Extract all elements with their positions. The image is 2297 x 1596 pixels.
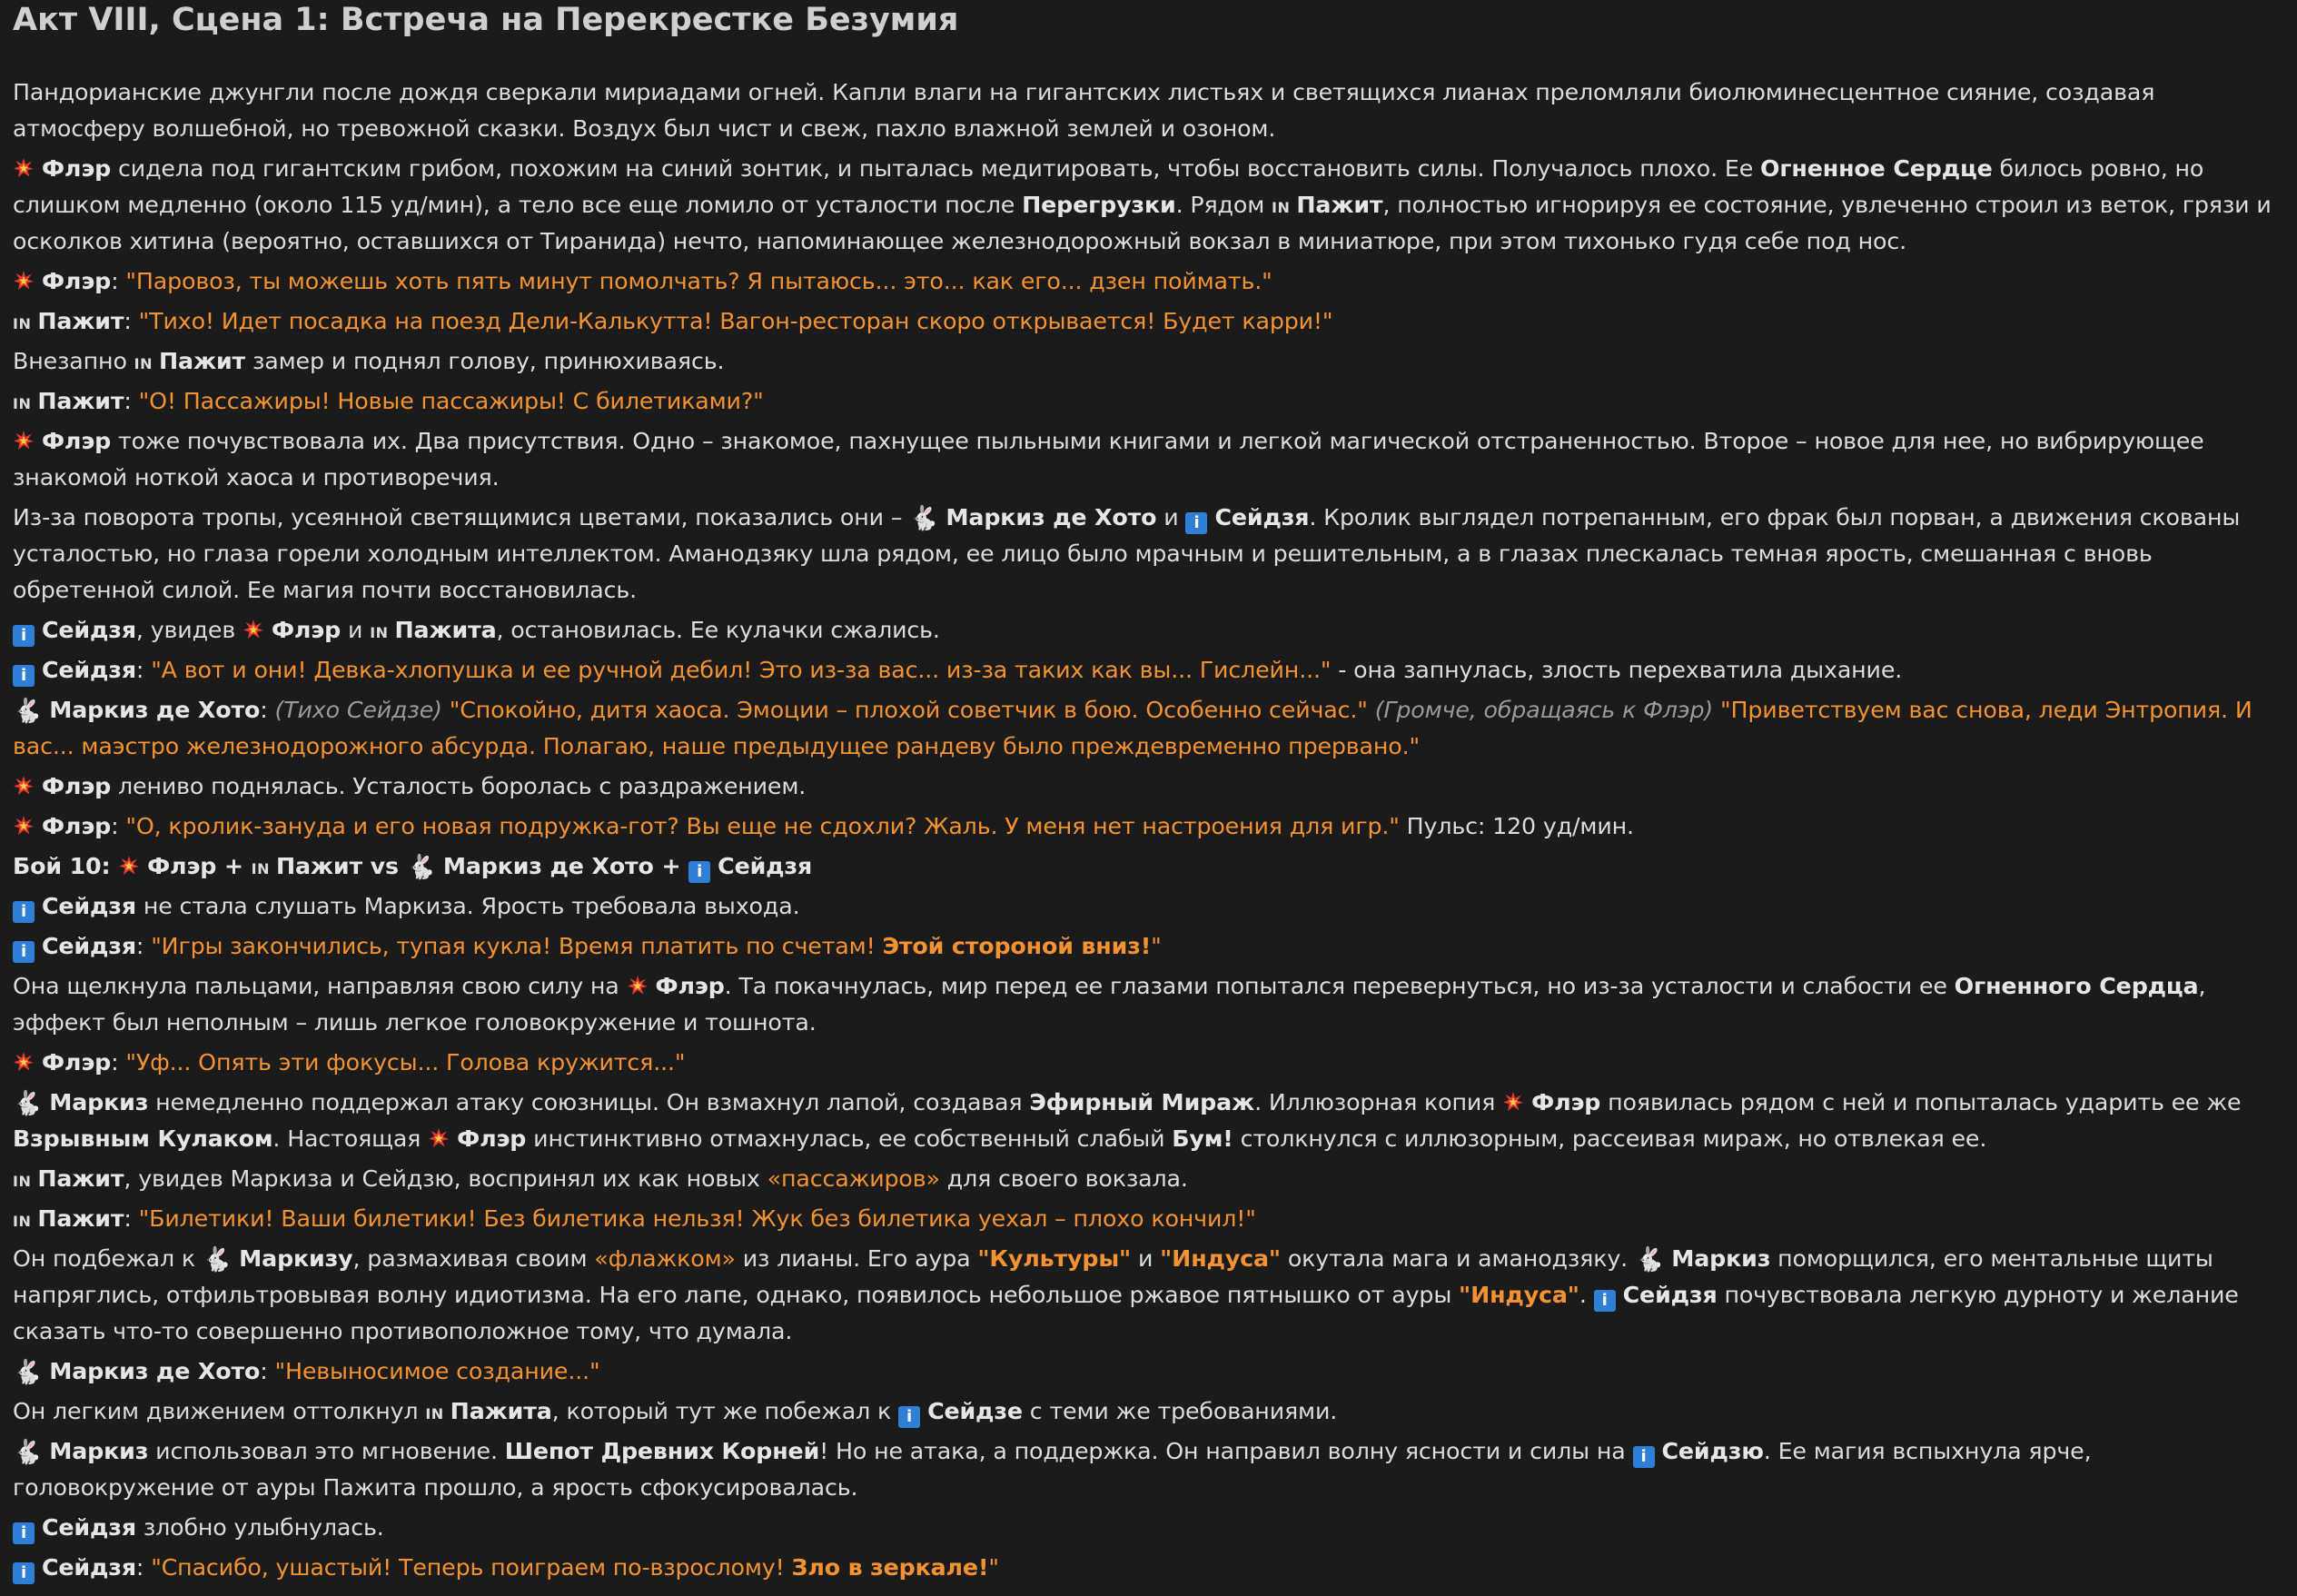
emphasis-text: Сейдзе bbox=[927, 1398, 1023, 1424]
emphasis-text: Флэр bbox=[42, 268, 112, 294]
emphasis-text: Пажит bbox=[37, 1165, 124, 1192]
dialogue-text: "Паровоз, ты можешь хоть пять минут помолчать? Я пытаюсь... это... как его... дзен поймать." bbox=[125, 268, 1272, 294]
emphasis-text: Флэр bbox=[655, 973, 725, 999]
information-icon: i bbox=[13, 941, 35, 963]
emphasis-text: Маркиз де Хото bbox=[946, 504, 1157, 530]
story-paragraph bbox=[13, 652, 2283, 689]
dialogue-text: "Спокойно, дитя хаоса. Эмоции – плохой советчик в бою. Особенно сейчас." bbox=[449, 697, 1368, 723]
dialogue-text: "Спасибо, ушастый! Теперь поиграем по-взрослому! bbox=[151, 1554, 792, 1581]
narration-text: : bbox=[111, 1049, 126, 1076]
narration-text: - она запнулась, злость перехватила дыхание. bbox=[1331, 657, 1903, 683]
narration-text: сидела под гигантским грибом, похожим на синий зонтик, и пыталась медитировать, чтобы восстановить силы. Получалось плохо. Ее bbox=[111, 155, 1761, 182]
narration-text: : bbox=[124, 1205, 139, 1232]
emphasis-text: Маркиз де Хото bbox=[49, 697, 261, 723]
emphasis-text: Флэр bbox=[1531, 1089, 1601, 1115]
dialogue-text: "Игры закончились, тупая кукла! Время платить по счетам! bbox=[151, 933, 883, 959]
dialogue-emphasis-text: "Индуса" bbox=[1160, 1245, 1281, 1272]
rabbit-icon: 🐇 bbox=[13, 1439, 43, 1466]
emphasis-text: Флэр bbox=[42, 1049, 112, 1076]
narration-text: инстинктивно отмахнулась, ее собственный слабый bbox=[526, 1125, 1173, 1152]
narration-text: : bbox=[135, 1554, 152, 1581]
emphasis-text: Сейдзю bbox=[1661, 1438, 1764, 1464]
emphasis-text: Сейдзя bbox=[42, 933, 136, 959]
emphasis-text: Бой 10: bbox=[13, 853, 119, 879]
emphasis-text: Пажита bbox=[450, 1398, 552, 1424]
story-paragraph bbox=[13, 1241, 2283, 1350]
information-icon: i bbox=[13, 1522, 35, 1544]
dialogue-text: " bbox=[1151, 933, 1162, 959]
narration-text: , полностью игнорируя ее состояние, увлеченно строил из веток, грязи и осколков хитина (вероятно, оставшихся от Тиранида) нечто, напоминающее железнодорожный вокзал в миниатюре, при этом тихонько гудя себе под нос. bbox=[13, 192, 2272, 254]
narration-text: , остановилась. Ее кулачки сжались. bbox=[496, 617, 940, 643]
emphasis-text: Флэр + bbox=[147, 853, 252, 879]
emphasis-text: Сейдзя bbox=[42, 1554, 136, 1581]
narration-text: тоже почувствовала их. Два присутствия. Одно – знакомое, пахнущее пыльными книгами и легкой магической отстраненностью. Второе – новое для нее, но вибрирующее знакомой ноткой хаоса и противоречия. bbox=[13, 428, 2204, 491]
information-icon: i bbox=[13, 1562, 35, 1584]
collision-icon bbox=[428, 1127, 450, 1149]
emphasis-text: Пажит bbox=[37, 388, 124, 414]
emphasis-text: Сейдзя bbox=[42, 893, 136, 919]
stage-direction-text: (Тихо Сейдзе) bbox=[274, 697, 442, 723]
story-paragraph bbox=[13, 1045, 2283, 1081]
story-paragraph bbox=[13, 1353, 2283, 1390]
collision-icon bbox=[13, 157, 35, 179]
emphasis-text: Бум! bbox=[1172, 1125, 1233, 1152]
collision-icon bbox=[627, 975, 649, 996]
stage-direction-text: (Громче, обращаясь к Флэр) bbox=[1374, 697, 1714, 723]
rabbit-icon: 🐇 bbox=[202, 1246, 233, 1274]
narration-text: и bbox=[1131, 1245, 1161, 1272]
information-icon: i bbox=[13, 665, 35, 687]
rabbit-icon: 🐇 bbox=[13, 1359, 43, 1386]
story-paragraph bbox=[13, 692, 2283, 765]
emphasis-text: Флэр bbox=[42, 773, 112, 799]
narration-text: с теми же требованиями. bbox=[1022, 1398, 1338, 1424]
input-latin-letters-icon: IN bbox=[13, 315, 32, 332]
information-icon: i bbox=[13, 901, 35, 923]
narration-text: : bbox=[124, 388, 139, 414]
story-paragraph bbox=[13, 1085, 2283, 1157]
dialogue-emphasis-text: Зло в зеркале! bbox=[791, 1554, 989, 1581]
narration-text: Пандорианские джунгли после дождя сверкали мириадами огней. Капли влаги на гигантских листьях и светящихся лианах преломляли биолюминесцентное сияние, создавая атмосферу волшебной, но тревожной сказки. Воздух был чист и свеж, пахло влажной землей и озоном. bbox=[13, 79, 2155, 142]
information-icon: i bbox=[1594, 1290, 1616, 1312]
narration-text: : bbox=[111, 268, 126, 294]
narration-text: и bbox=[1156, 504, 1186, 530]
collision-icon bbox=[13, 430, 35, 451]
rabbit-icon: 🐇 bbox=[406, 854, 436, 881]
story-paragraph bbox=[13, 1393, 2283, 1430]
dialogue-text: " bbox=[988, 1554, 999, 1581]
information-icon: i bbox=[1633, 1446, 1655, 1468]
emphasis-text: Сейдзя bbox=[1622, 1282, 1718, 1308]
emphasis-text: Пажит bbox=[37, 1205, 124, 1232]
emphasis-text: Маркиз bbox=[49, 1089, 149, 1115]
story-paragraph bbox=[13, 888, 2283, 925]
story-paragraph bbox=[13, 612, 2283, 649]
narration-text: Он подбежал к bbox=[13, 1245, 203, 1272]
rabbit-icon: 🐇 bbox=[13, 698, 43, 725]
dialogue-text: "Билетики! Ваши билетики! Без билетика нельзя! Жук без билетика уехал – плохо кончил!" bbox=[138, 1205, 1256, 1232]
narration-text: поморщился, его ментальные щиты напряглись, отфильтровывая волну идиотизма. На его лапе, однако, появилось небольшое ржавое пятнышко от ауры bbox=[13, 1245, 2213, 1308]
story-paragraph bbox=[13, 263, 2283, 300]
input-latin-letters-icon: IN bbox=[13, 1213, 32, 1230]
emphasis-text: Пажит bbox=[37, 308, 124, 334]
narration-text: почувствовала легкую дурноту и желание сказать что-то совершенно противоположное тому, что думала. bbox=[13, 1282, 2239, 1344]
narration-text: использовал это мгновение. bbox=[148, 1438, 505, 1464]
dialogue-emphasis-text: "Культуры" bbox=[977, 1245, 1132, 1272]
document bbox=[13, 0, 2283, 1590]
dialogue-text: "Приветствуем вас снова, леди Энтропия. И вас... маэстро железнодорожного абсурда. Полагаю, наше предыдущее рандеву было преждевременно прервано." bbox=[13, 697, 2252, 759]
story-paragraph bbox=[13, 1510, 2283, 1546]
dialogue-text: "А вот и они! Девка-хлопушка и ее ручной дебил! Это из-за вас... из-за таких как вы... Гислейн..." bbox=[151, 657, 1332, 683]
narration-text: Он легким движением оттолкнул bbox=[13, 1398, 426, 1424]
narration-text: Из-за поворота тропы, усеянной светящимися цветами, показались они – bbox=[13, 504, 910, 530]
narration-text bbox=[1368, 697, 1375, 723]
narration-text: Внезапно bbox=[13, 348, 134, 374]
emphasis-text: Флэр bbox=[42, 428, 112, 454]
dialogue-text: "О, кролик-зануда и его новая подружка-гот? Вы еще не сдохли? Жаль. У меня нет настроения для игр." bbox=[125, 813, 1400, 839]
narration-text: , размахивая своим bbox=[352, 1245, 595, 1272]
collision-icon bbox=[13, 1051, 35, 1073]
information-icon: i bbox=[898, 1406, 920, 1428]
emphasis-text: Флэр bbox=[457, 1125, 527, 1152]
emphasis-text: Пажит bbox=[159, 348, 246, 374]
rabbit-icon: 🐇 bbox=[909, 505, 939, 532]
narration-text: . Та покачнулась, мир перед ее глазами попытался перевернуться, но из-за усталости и слабости ее bbox=[724, 973, 1955, 999]
emphasis-text: Огненное Сердце bbox=[1760, 155, 1993, 182]
narration-text: , увидев Маркиза и Сейдзю, воспринял их как новых bbox=[124, 1165, 767, 1192]
narration-text: не стала слушать Маркиза. Ярость требовала выхода. bbox=[135, 893, 800, 919]
narration-text: : bbox=[135, 657, 152, 683]
narration-text: злобно улыбнулась. bbox=[135, 1514, 384, 1541]
collision-icon bbox=[13, 270, 35, 292]
narration-text: . Кролик выглядел потрепанным, его фрак был порван, а движения скованы усталостью, но глаза горели холодным интеллектом. Аманодзяку шла рядом, ее лицо было мрачным и решительным, а в глазах плескалась темная ярость, смешанная с вновь обретенной силой. Ее магия почти восстановилась. bbox=[13, 504, 2241, 603]
story-paragraph bbox=[13, 303, 2283, 340]
emphasis-text: Шепот Древних Корней bbox=[504, 1438, 820, 1464]
story-paragraph bbox=[13, 968, 2283, 1041]
story-paragraph bbox=[13, 848, 2283, 885]
dialogue-text: "Уф... Опять эти фокусы... Голова кружится..." bbox=[125, 1049, 686, 1076]
emphasis-text: Перегрузки bbox=[1022, 192, 1176, 218]
narration-text: . bbox=[1579, 1282, 1594, 1308]
dialogue-text: "О! Пассажиры! Новые пассажиры! С билетиками?" bbox=[138, 388, 764, 414]
narration-text: , эффект был неполным – лишь легкое головокружение и тошнота. bbox=[13, 973, 2206, 1036]
narration-text: , который тут же побежал к bbox=[551, 1398, 899, 1424]
story-paragraph bbox=[13, 343, 2283, 380]
story-paragraph bbox=[13, 151, 2283, 260]
narration-text bbox=[442, 697, 450, 723]
dialogue-emphasis-text: "Индуса" bbox=[1459, 1282, 1579, 1308]
story-body bbox=[13, 74, 2283, 1586]
story-paragraph bbox=[13, 1433, 2283, 1506]
dialogue-text: "Невыносимое создание..." bbox=[274, 1358, 600, 1384]
emphasis-text: Флэр bbox=[271, 617, 342, 643]
narration-text: . Рядом bbox=[1175, 192, 1272, 218]
dialogue-emphasis-text: Этой стороной вниз! bbox=[882, 933, 1152, 959]
input-latin-letters-icon: IN bbox=[13, 1173, 32, 1190]
emphasis-text: Флэр bbox=[42, 813, 112, 839]
input-latin-letters-icon: IN bbox=[1272, 199, 1291, 216]
emphasis-text: Маркиз bbox=[49, 1438, 149, 1464]
information-icon: i bbox=[13, 625, 35, 647]
narration-text: и bbox=[341, 617, 371, 643]
story-paragraph bbox=[13, 808, 2283, 845]
emphasis-text: Маркиз bbox=[1671, 1245, 1771, 1272]
rabbit-icon: 🐇 bbox=[13, 1090, 43, 1117]
dialogue-text: «флажком» bbox=[594, 1245, 736, 1272]
emphasis-text: Сейдзя bbox=[718, 853, 813, 879]
narration-text: , увидев bbox=[135, 617, 243, 643]
story-paragraph bbox=[13, 768, 2283, 805]
narration-text: замер и поднял голову, принюхиваясь. bbox=[245, 348, 725, 374]
emphasis-text: Сейдзя bbox=[1214, 504, 1310, 530]
story-paragraph bbox=[13, 500, 2283, 609]
narration-text: лениво поднялась. Усталость боролась с раздражением. bbox=[111, 773, 807, 799]
narration-text: немедленно поддержал атаку союзницы. Он взмахнул лапой, создавая bbox=[148, 1089, 1030, 1115]
story-paragraph bbox=[13, 74, 2283, 147]
story-paragraph bbox=[13, 1161, 2283, 1197]
narration-text: . Иллюзорная копия bbox=[1254, 1089, 1503, 1115]
emphasis-text: Огненного Сердца bbox=[1954, 973, 2199, 999]
collision-icon bbox=[243, 619, 264, 640]
emphasis-text: Взрывным Кулаком bbox=[13, 1125, 273, 1152]
narration-text: . Ее магия вспыхнула ярче, головокружение от ауры Пажита прошло, а ярость сфокусировалась. bbox=[13, 1438, 2092, 1501]
emphasis-text: Маркиз де Хото bbox=[49, 1358, 261, 1384]
collision-icon bbox=[13, 775, 35, 797]
emphasis-text: Флэр bbox=[42, 155, 112, 182]
story-paragraph bbox=[13, 1550, 2283, 1586]
narration-text: : bbox=[260, 697, 275, 723]
narration-text: : bbox=[135, 933, 152, 959]
collision-icon bbox=[13, 815, 35, 837]
rabbit-icon: 🐇 bbox=[1634, 1246, 1665, 1274]
story-paragraph bbox=[13, 1201, 2283, 1237]
narration-text: Пульс: 120 уд/мин. bbox=[1399, 813, 1634, 839]
dialogue-text: "Тихо! Идет посадка на поезд Дели-Калькутта! Вагон-ресторан скоро открывается! Будет карри!" bbox=[138, 308, 1333, 334]
narration-text: : bbox=[260, 1358, 275, 1384]
input-latin-letters-icon: IN bbox=[134, 355, 153, 372]
story-paragraph bbox=[13, 383, 2283, 420]
narration-text: из лианы. Его аура bbox=[735, 1245, 978, 1272]
emphasis-text: Пажит vs bbox=[275, 853, 407, 879]
story-paragraph bbox=[13, 423, 2283, 496]
input-latin-letters-icon: IN bbox=[425, 1405, 444, 1423]
emphasis-text: Маркизу bbox=[239, 1245, 353, 1272]
input-latin-letters-icon: IN bbox=[13, 395, 32, 412]
narration-text: появилась рядом с ней и попыталась ударить ее же bbox=[1600, 1089, 2242, 1115]
emphasis-text: Эфирный Мираж bbox=[1029, 1089, 1255, 1115]
collision-icon bbox=[1502, 1091, 1524, 1113]
emphasis-text: Сейдзя bbox=[42, 617, 136, 643]
narration-text: окутала мага и аманодзяку. bbox=[1280, 1245, 1635, 1272]
scene-title: Акт VIII, Сцена 1: Встреча на Перекрестке Безумия bbox=[13, 2, 959, 38]
input-latin-letters-icon: IN bbox=[370, 624, 389, 641]
narration-text: . Настоящая bbox=[272, 1125, 429, 1152]
narration-text bbox=[1713, 697, 1720, 723]
story-paragraph bbox=[13, 928, 2283, 965]
narration-text: билось ровно, но слишком медленно (около 115 уд/мин), а тело все еще ломило от усталости после bbox=[13, 155, 2204, 218]
emphasis-text: Маркиз де Хото + bbox=[442, 853, 689, 879]
collision-icon bbox=[118, 855, 140, 877]
input-latin-letters-icon: IN bbox=[251, 860, 270, 877]
narration-text: : bbox=[124, 308, 139, 334]
narration-text: столкнулся с иллюзорным, рассеивая мираж, но отвлекая ее. bbox=[1233, 1125, 1987, 1152]
emphasis-text: Пажита bbox=[394, 617, 497, 643]
dialogue-text: «пассажиров» bbox=[767, 1165, 940, 1192]
emphasis-text: Сейдзя bbox=[42, 657, 136, 683]
emphasis-text: Пажит bbox=[1296, 192, 1383, 218]
narration-text: ! Но не атака, а поддержка. Он направил волну ясности и силы на bbox=[819, 1438, 1633, 1464]
narration-text: Она щелкнула пальцами, направляя свою силу на bbox=[13, 973, 627, 999]
narration-text: для своего вокзала. bbox=[939, 1165, 1188, 1192]
information-icon: i bbox=[688, 861, 710, 883]
emphasis-text: Сейдзя bbox=[42, 1514, 136, 1541]
narration-text: : bbox=[111, 813, 126, 839]
information-icon: i bbox=[1185, 512, 1207, 534]
